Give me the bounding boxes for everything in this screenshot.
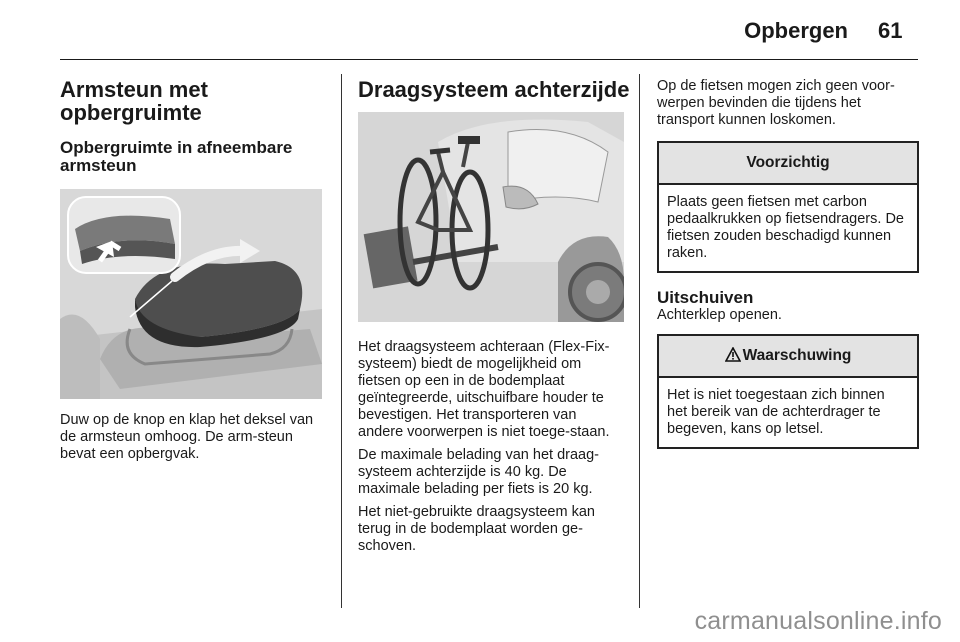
section-heading-armrest: Armsteun met opbergruimte — [60, 77, 208, 125]
section-heading-rear-carrier: Draagsysteem achterzijde — [358, 77, 630, 102]
caution-title: Voorzichtig — [659, 143, 917, 185]
rear-carrier-description: Het draagsysteem achteraan (Flex-Fix-systeem) biedt de mogelijkheid om fietsen op een in de bodemplaat geïntegreerde, uitschuifbare houder te bevestigen. Het transporteren van andere voorwerpen is niet toege-staan. — [358, 339, 610, 440]
watermark: carmanualsonline.info — [694, 607, 942, 635]
column-carrier-notes — [657, 74, 919, 449]
rear-carrier-illustration — [358, 112, 624, 322]
subsection-heading-armrest-storage: Opbergruimte in afneembare armsteun — [60, 138, 293, 175]
column-rear-carrier — [358, 74, 630, 555]
page-number: 61 — [878, 18, 903, 43]
armrest-illustration — [60, 189, 322, 399]
column-divider-left — [341, 74, 342, 608]
column-divider-right — [639, 74, 640, 608]
rear-carrier-load-limits: De maximale belading van het draag-systeem achterzijde is 40 kg. De maximale belading per fiets is 20 kg. — [358, 447, 599, 497]
caution-text: Plaats geen fietsen met carbon pedaalkrukken op fietsendragers. De fietsen zouden beschadigd kunnen raken. — [667, 194, 904, 261]
column-armrest — [60, 74, 324, 463]
subsection-heading-uitschuiven: Uitschuiven — [657, 288, 754, 307]
uitschuiven-text: Achterklep openen. — [657, 307, 782, 323]
caution-box — [657, 141, 919, 273]
header-divider — [60, 59, 918, 60]
rear-carrier-retract: Het niet-gebruikte draagsysteem kan terug in de bodemplaat worden ge-schoven. — [358, 504, 595, 554]
page-title: Opbergen — [744, 18, 848, 43]
carrier-intro: Op de fietsen mogen zich geen voor-werpen bevinden die tijdens het transport kunnen loskomen. — [657, 78, 895, 128]
warning-box — [657, 334, 919, 449]
warning-text: Het is niet toegestaan zich binnen het bereik van de achterdrager te begeven, kans op letsel. — [667, 387, 885, 437]
armrest-instructions: Duw op de knop en klap het deksel van de armsteun omhoog. De arm-steun bevat een opbergvak. — [60, 412, 314, 462]
warning-title: Waarschuwing — [742, 347, 852, 364]
warning-triangle-icon — [725, 338, 741, 353]
